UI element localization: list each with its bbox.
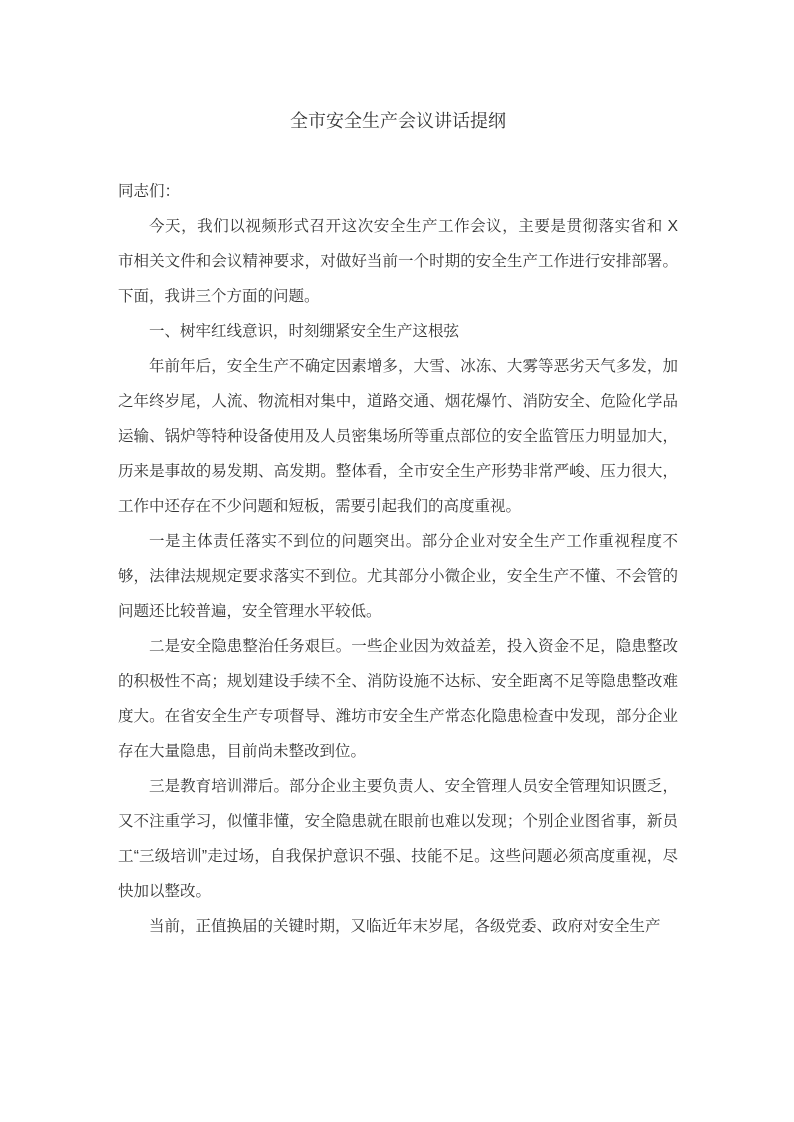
paragraph-problem-3: 三是教育培训滞后。部分企业主要负责人、安全管理人员安全管理知识匮乏，又不注重学习，似懂非懂，安全隐患就在眼前也难以发现；个别企业图省事，新员工“三级培训”走过场，自我保护意识不强、技能不足。这些问题必须高度重视，尽快加以整改。 [118, 778, 678, 900]
paragraph-intro: 今天，我们以视频形式召开这次安全生产工作会议，主要是贯彻落实省和 X 市相关文件和会议精神要求，对做好当前一个时期的安全生产工作进行安排部署。下面，我讲三个方面的问题。 [118, 218, 678, 305]
paragraph-problem-1: 一是主体责任落实不到位的问题突出。部分企业对安全生产工作重视程度不够，法律法规规定要求落实不到位。尤其部分小微企业，安全生产不懂、不会管的问题还比较普遍，安全管理水平较低。 [118, 533, 678, 620]
paragraph-closing: 当前，正值换届的关键时期，又临近年末岁尾，各级党委、政府对安全生产 [149, 918, 661, 935]
paragraph-situation: 年前年后，安全生产不确定因素增多，大雪、冰冻、大雾等恶劣天气多发，加之年终岁尾，人流、物流相对集中，道路交通、烟花爆竹、消防安全、危险化学品运输、锅炉等特种设备使用及人员密集场所等重点部位的安全监管压力明显加大，历来是事故的易发期、高发期。整体看，全市安全生产形势非常严峻、压力很大，工作中还存在不少问题和短板，需要引起我们的高度重视。 [118, 358, 678, 515]
section-heading-1: 一、树牢红线意识，时刻绷紧安全生产这根弦 [149, 323, 460, 340]
document-title: 全市安全生产会议讲话提纲 [290, 111, 506, 131]
salutation: 同志们： [118, 183, 181, 200]
paragraph-problem-2: 二是安全隐患整治任务艰巨。一些企业因为效益差，投入资金不足，隐患整改的积极性不高；规划建设手续不全、消防设施不达标、安全距离不足等隐患整改难度大。在省安全生产专项督导、潍坊市安全生产常态化隐患检查中发现，部分企业存在大量隐患，目前尚未整改到位。 [118, 638, 678, 760]
